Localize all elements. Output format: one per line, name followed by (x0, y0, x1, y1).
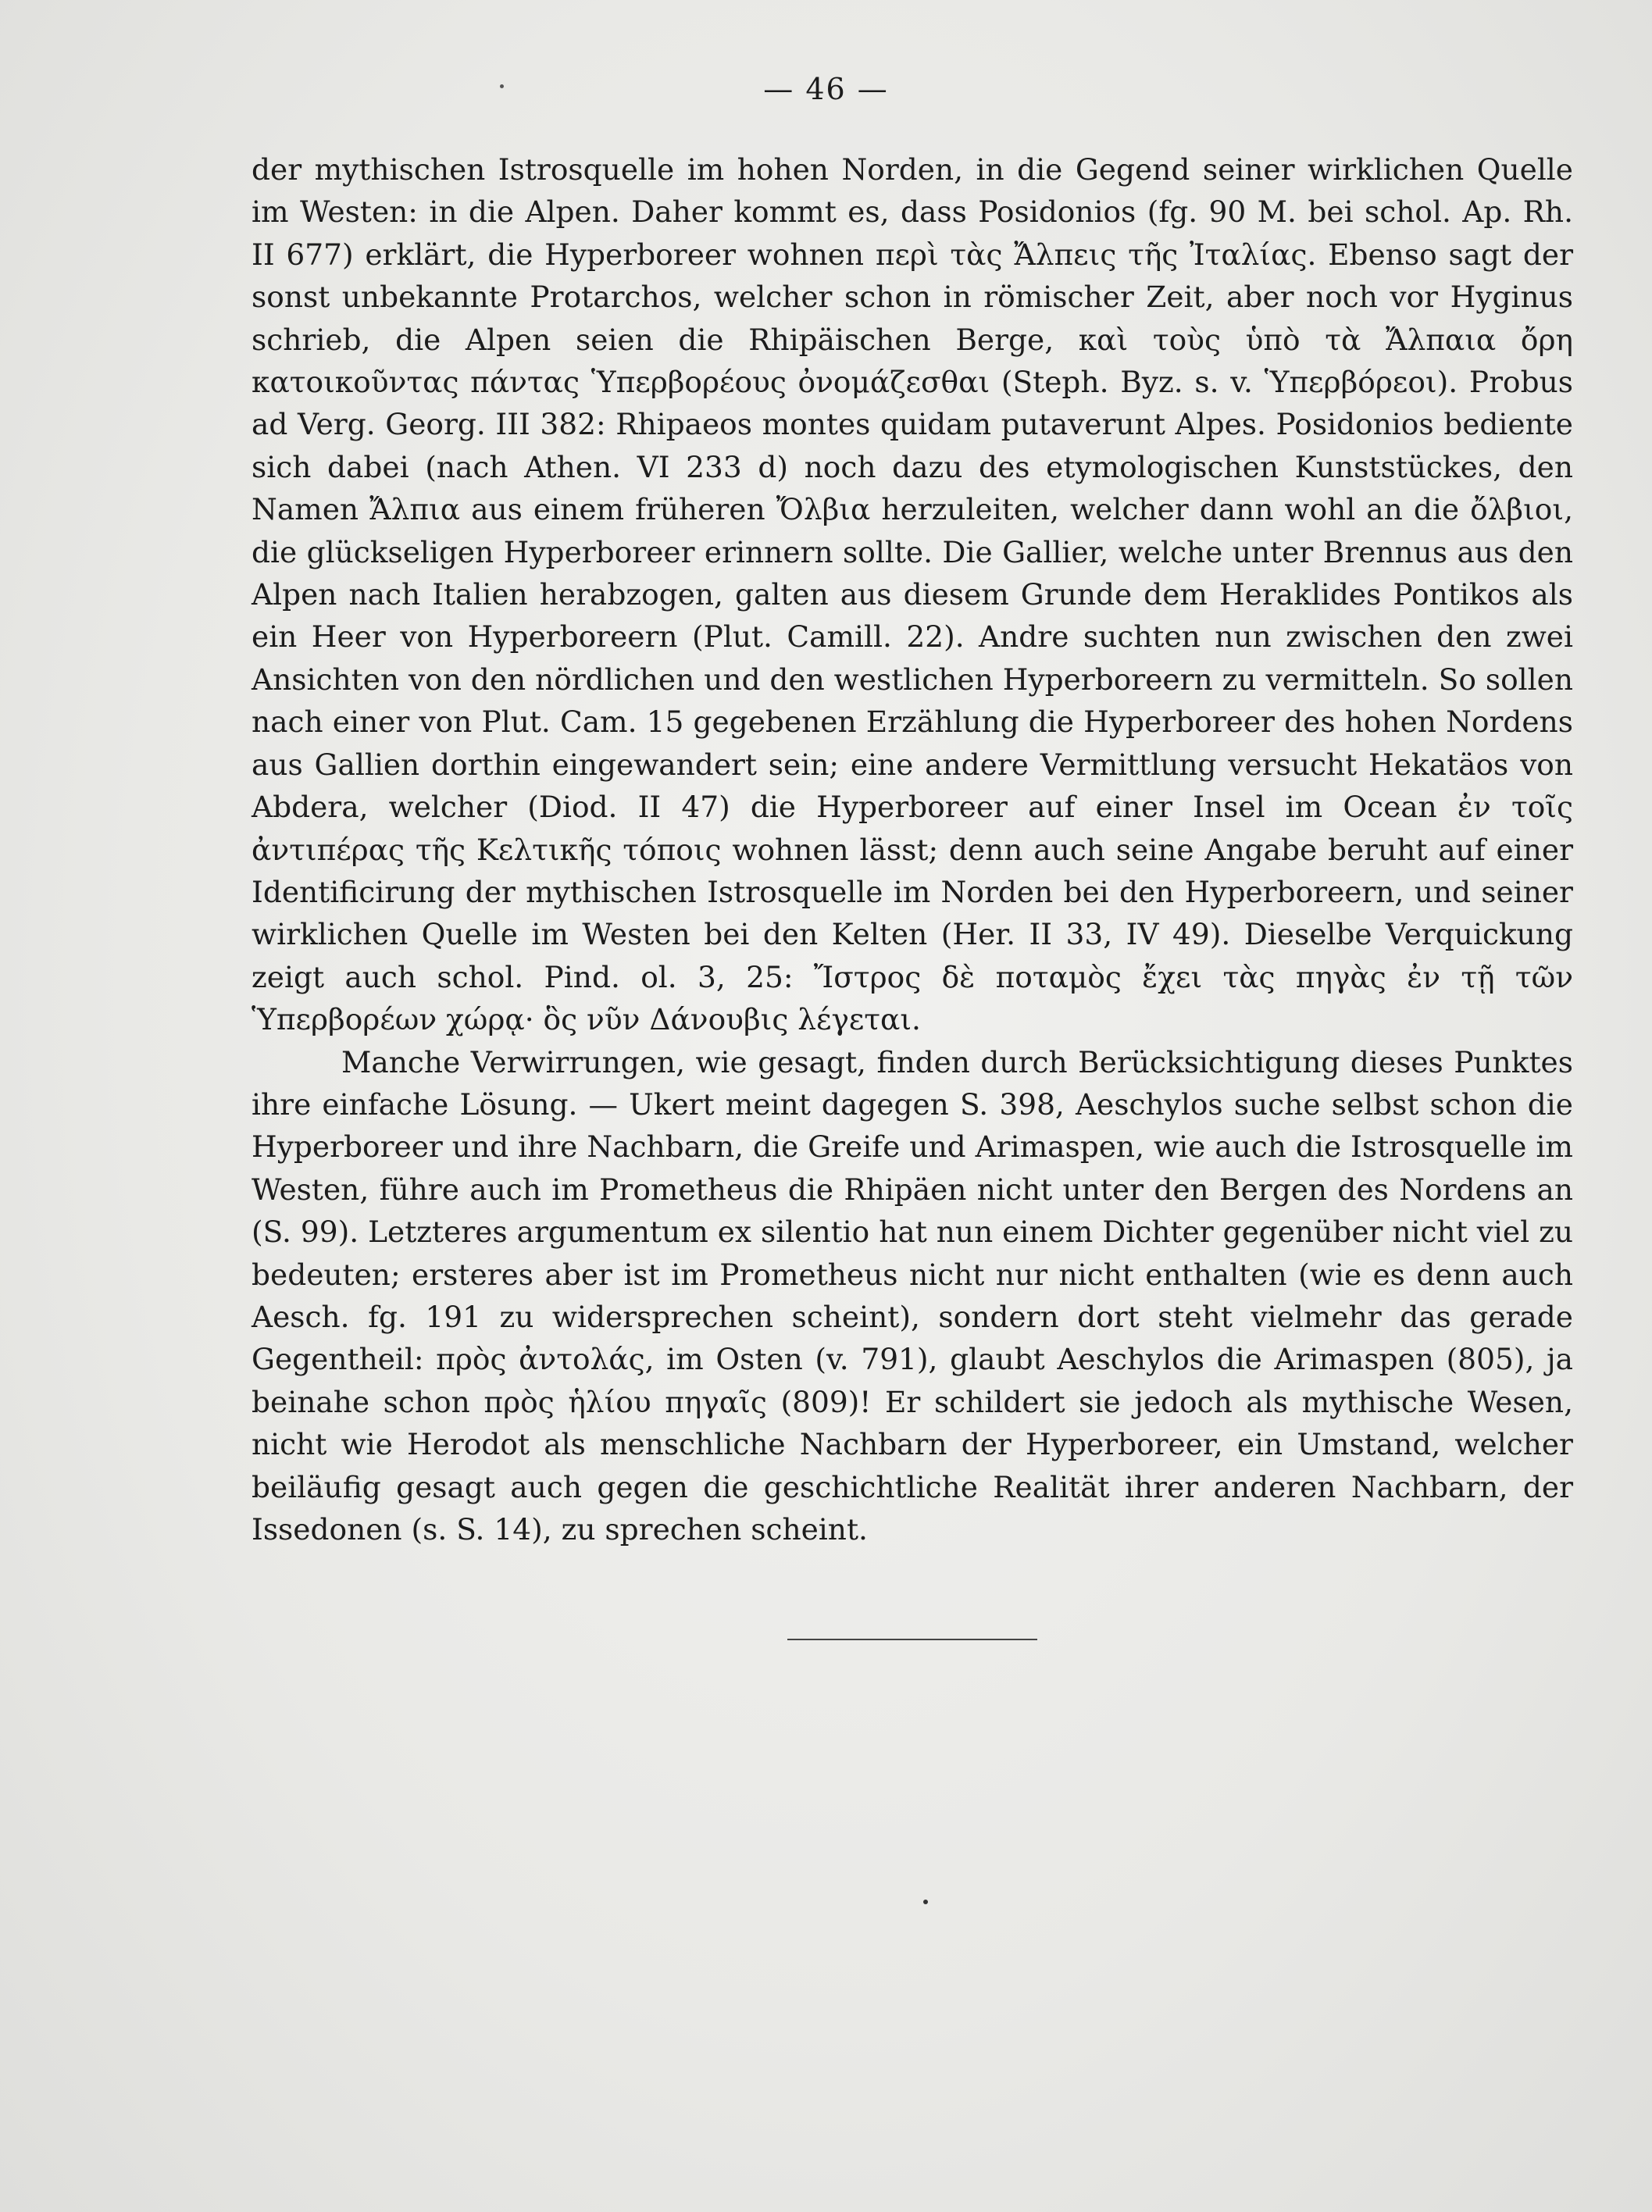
paragraph-2: Manche Verwirrungen, wie gesagt, finden durch Berücksichtigung dieses Punktes ihre einfache Lösung. — Ukert meint dagegen S. 398, Aeschylos suche selbst schon die Hyperboreer und ihre Nachbarn, die Greife und Arimaspen, wie auch die Istrosquelle im Westen, führe auch im Prometheus die Rhipäen nicht unter den Bergen des Nordens an (S. 99). Letzteres argumentum ex silentio hat nun einem Dichter gegenüber nicht viel zu bedeuten; ersteres aber ist im Prometheus nicht nur nicht enthalten (wie es denn auch Aesch. fg. 191 zu widersprechen scheint), sondern dort steht vielmehr das gerade Gegentheil: πρὸς ἀντολάς, im Osten (v. 791), glaubt Aeschylos die Arimaspen (805), ja beinahe schon πρὸς ἡλίου πηγαῖς (809)! Er schildert sie jedoch als mythische Wesen, nicht wie Herodot als menschliche Nachbarn der Hyperboreer, ein Umstand, welcher beiläufig gesagt auch gegen die geschichtliche Realität ihrer anderen Nachbarn, der Issedonen (s. S. 14), zu sprechen scheint. (252, 1044, 1573, 1547)
page-number: — 46 — (763, 72, 889, 106)
print-mark (923, 1900, 928, 1904)
paragraph-1: der mythischen Istrosquelle im hohen Norden, in die Gegend seiner wirklichen Quelle im Westen: in die Alpen. Daher kommt es, dass Posidonios (fg. 90 M. bei schol. Ap. Rh. II 677) erklärt, die Hyperboreer wohnen περὶ τὰς Ἄλπεις τῆς Ἰταλίας. Ebenso sagt der sonst unbekannte Protarchos, welcher schon in römischer Zeit, aber noch vor Hyginus schrieb, die Alpen seien die Rhipäischen Berge, καὶ τοὺς ὑπὸ τὰ Ἄλπαια ὄρη κατοικοῦντας πάντας Ὑπερβορέους ὀνομάζεσθαι (Steph. Byz. s. v. Ὑπερβόρεοι). Probus ad Verg. Georg. III 382: Rhipaeos montes quidam putaverunt Alpes. Posidonios bediente sich dabei (nach Athen. VI 233 d) noch dazu des etymologischen Kunststückes, den Namen Ἄλπια aus einem früheren Ὄλβια herzuleiten, welcher dann wohl an die ὄλβιοι, die glückseligen Hyperboreer erinnern sollte. Die Gallier, welche unter Brennus aus den Alpen nach Italien herabzogen, galten aus diesem Grunde dem Heraklides Pontikos als ein Heer von Hyperboreern (Plut. Camill. 22). Andre suchten nun zwischen den zwei Ansichten von den nördlichen und den westlichen Hyperboreern zu vermitteln. So sollen nach einer von Plut. Cam. 15 gegebenen Erzählung die Hyperboreer des hohen Nordens aus Gallien dorthin eingewandert sein; eine andere Vermittlung versucht Hekatäos von Abdera, welcher (Diod. II 47) die Hyperboreer auf einer Insel im Ocean ἐν τοῖς ἀντιπέρας τῆς Κελτικῆς τόποις wohnen lässt; denn auch seine Angabe beruht auf einer Identificirung der mythischen Istrosquelle im Norden bei den Hyperboreern, und seiner wirklichen Quelle im Westen bei den Kelten (Her. II 33, IV 49). Dieselbe Verquickung zeigt auch schol. Pind. ol. 3, 25: Ἴστρος δὲ ποταμὸς ἔχει τὰς πηγὰς ἐν τῇ τῶν Ὑπερβορέων χώρᾳ· ὃς νῦν Δάνουβις λέγεται. (252, 152, 1573, 1037)
section-divider (787, 1639, 1037, 1640)
body-text (252, 148, 1573, 1550)
